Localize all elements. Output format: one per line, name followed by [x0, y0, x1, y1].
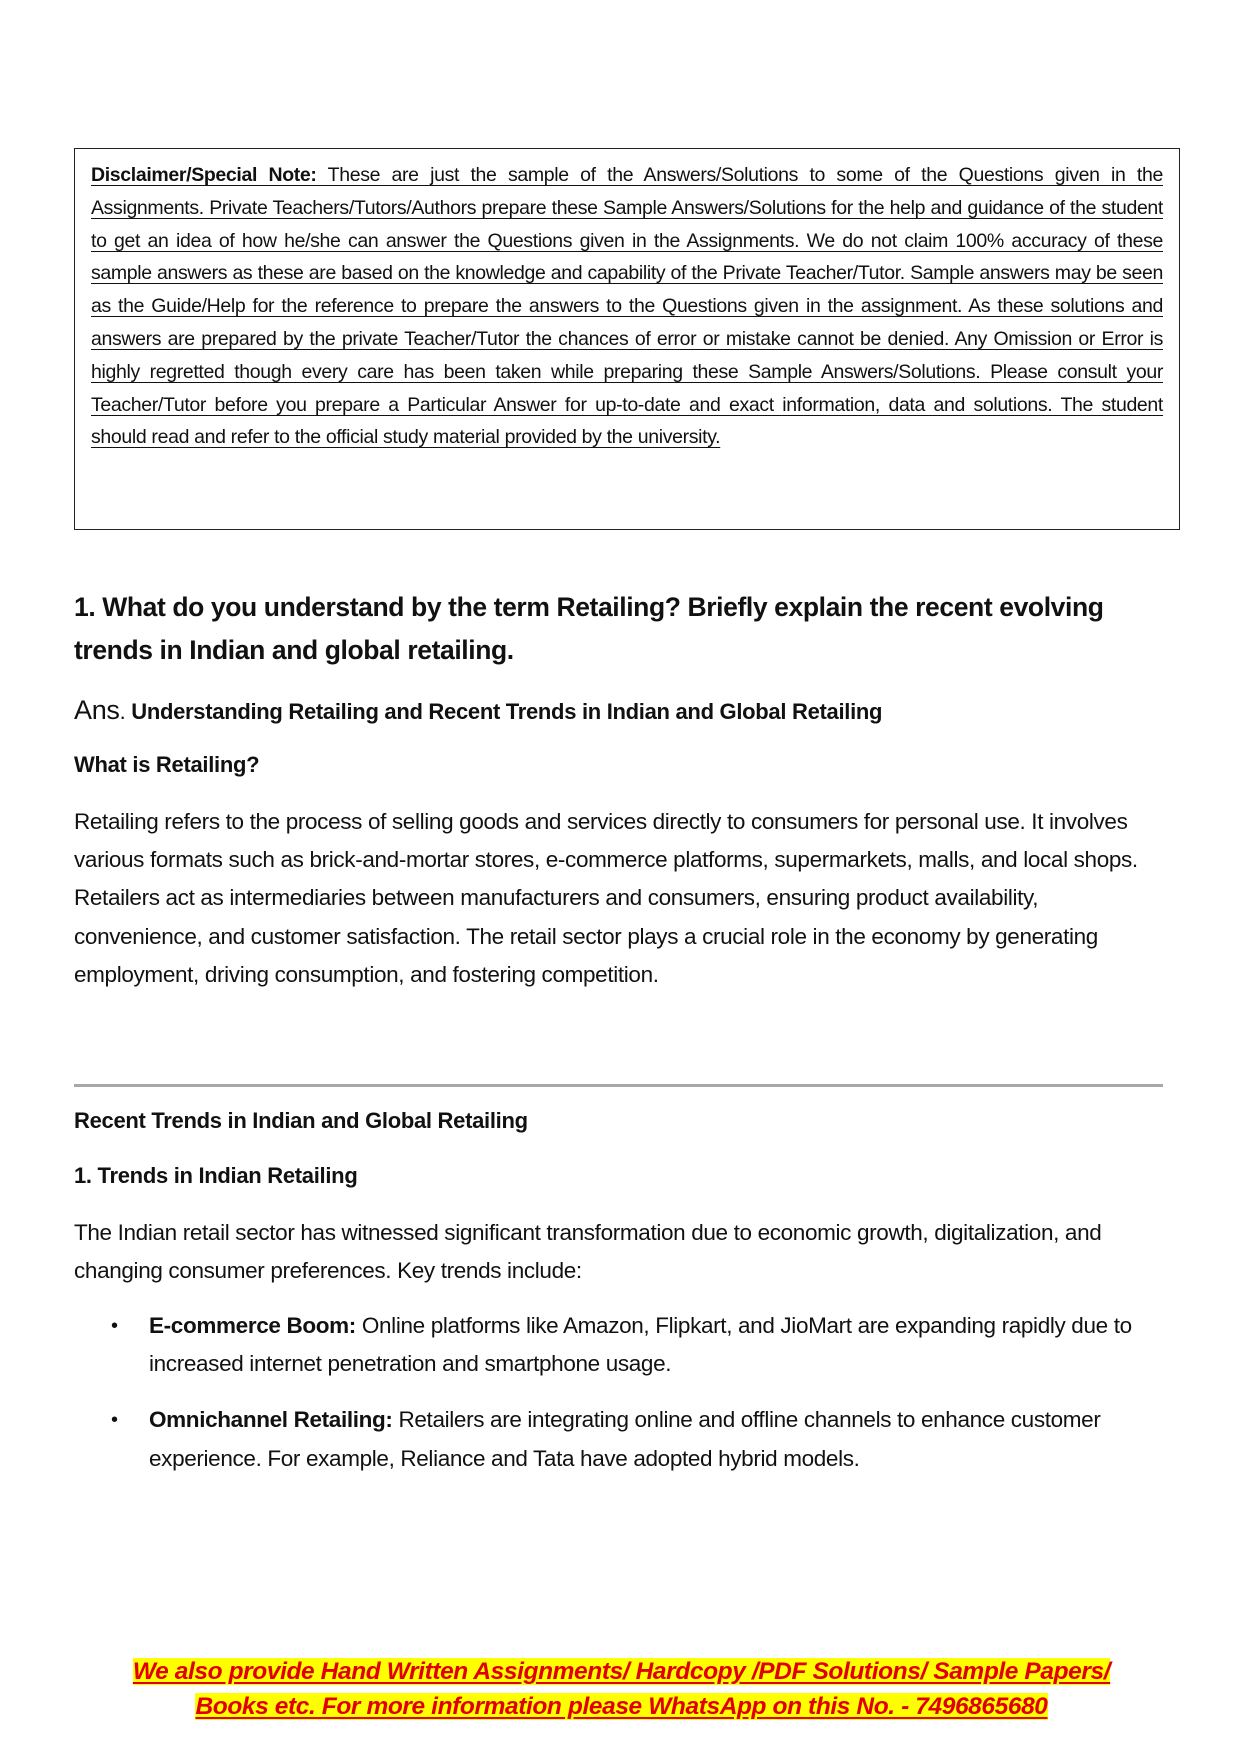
answer-title: Understanding Retailing and Recent Trends in Indian and Global Retailing [131, 699, 883, 724]
disclaimer-label: Disclaimer/Special Note: [91, 164, 317, 186]
bullet-text: Retailers are integrating online and offline channels to enhance customer experience. For example, Reliance and Tata have adopted hybrid models. [149, 1407, 1101, 1471]
promo-line-1: We also provide Hand Written Assignments/ Hardcopy /PDF Solutions/ Sample Papers/ [132, 1658, 1111, 1685]
answer-title-line [74, 692, 1174, 730]
horizontal-separator [74, 1084, 1163, 1087]
question-heading: 1. What do you understand by the term Retailing? Briefly explain the recent evolving trends in Indian and global retailing. [74, 592, 1104, 665]
heading-indian-trends: 1. Trends in Indian Retailing [74, 1163, 358, 1188]
disclaimer-box [74, 148, 1180, 530]
answer-prefix: Ans [74, 695, 120, 725]
promo-footer [100, 1654, 1143, 1724]
list-item [74, 1307, 1174, 1383]
bullet-term: E-commerce Boom: [149, 1313, 356, 1338]
bullet-icon: • [111, 1315, 118, 1337]
disclaimer-text [91, 159, 1163, 454]
list-item [74, 1401, 1174, 1477]
bullet-term: Omnichannel Retailing: [149, 1407, 393, 1433]
bullet-icon: • [111, 1409, 118, 1432]
disclaimer-body: These are just the sample of the Answers/Solutions to some of the Questions given in the Assignments. Private Teachers/Tutors/Authors prepare these Sample Answers/Solutions for the help and guidance of the student to get an idea of how he/she can answer the Questions given in the Assignments. We do not claim 100% accuracy of these sample answers as these are based on the knowledge and capability of the Private Teacher/Tutor. Sample answers may be seen as the Guide/Help for the reference to prepare the answers to the Questions given in the assignment. As these solutions and answers are prepared by the private Teacher/Tutor the chances of error or mistake cannot be denied. Any Omission or Error is highly regretted though every care has been taken while preparing these Sample Answers/Solutions. Please consult your Teacher/Tutor before you prepare a Particular Answer for up-to-date and exact information, data and solutions. The student should read and refer to the official study material provided by the university. [91, 164, 1163, 449]
paragraph-indian-trends-intro: The Indian retail sector has witnessed significant transformation due to economic growth, digitalization, and changing consumer preferences. Key trends include: [74, 1220, 1102, 1284]
answer-dot: . [119, 699, 132, 724]
paragraph-what-is-retailing: Retailing refers to the process of selling goods and services directly to consumers for personal use. It involves various formats such as brick-and-mortar stores, e-commerce platforms, supermarkets, malls, and local shops. Retailers act as intermediaries between manufacturers and consumers, ensuring product availability, convenience, and customer satisfaction. The retail sector plays a crucial role in the economy by generating employment, driving consumption, and fostering competition. [74, 809, 1138, 987]
heading-recent-trends: Recent Trends in Indian and Global Retailing [74, 1108, 528, 1133]
bullet-text: Online platforms like Amazon, Flipkart, and JioMart are expanding rapidly due to increased internet penetration and smartphone usage. [149, 1313, 1132, 1377]
indian-trends-list [74, 1307, 1174, 1496]
heading-what-is-retailing: What is Retailing? [74, 752, 260, 777]
promo-line-2: Books etc. For more information please WhatsApp on this No. - 7496865680 [195, 1693, 1048, 1720]
